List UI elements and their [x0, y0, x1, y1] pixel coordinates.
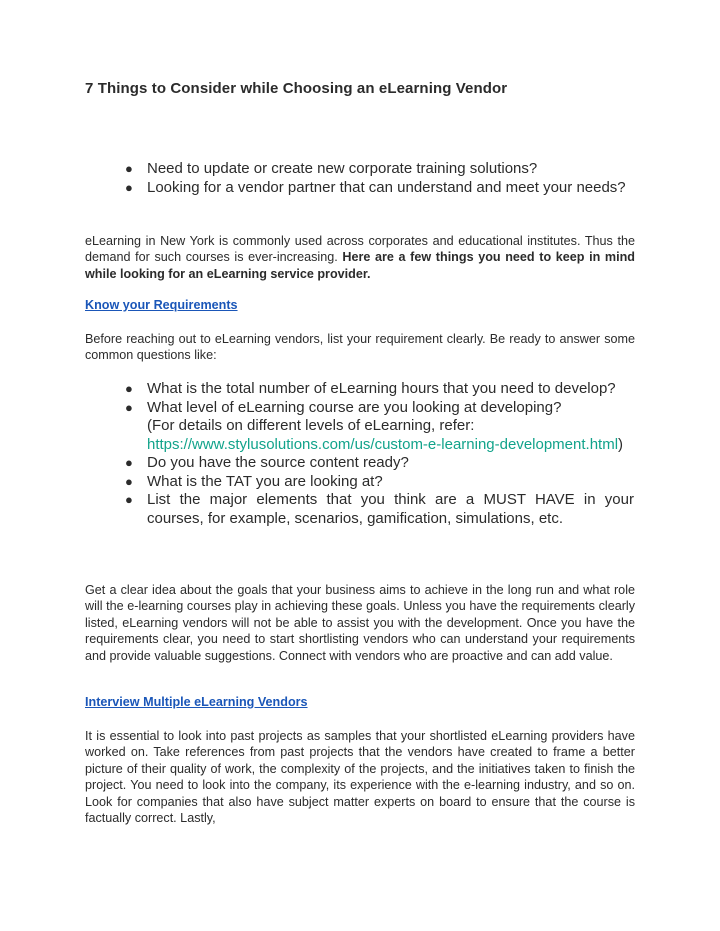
bullet-icon: ●: [125, 399, 133, 415]
section-heading-know-requirements[interactable]: Know your Requirements: [85, 298, 238, 312]
section-heading-interview-vendors[interactable]: Interview Multiple eLearning Vendors: [85, 695, 308, 709]
bullet-icon: ●: [125, 161, 133, 176]
details-url-link[interactable]: https://www.stylusolutions.com/us/custom-e-learning-development.html: [147, 435, 619, 453]
bullet-icon: ●: [125, 492, 133, 507]
list-item: [125, 380, 634, 399]
bullet-icon: ●: [125, 381, 133, 396]
list-item: [125, 454, 634, 473]
details-prefix-text: (For details on different levels of eLearning, refer:: [147, 417, 475, 434]
list-item-text: List the major elements that you think are a MUST HAVE in your courses, for example, scenarios, gamification, simulations, etc.: [147, 491, 634, 527]
bullet-icon: ●: [125, 473, 133, 489]
list-item-text: What level of eLearning course are you looking at developing?: [147, 398, 562, 416]
list-item: [125, 179, 634, 198]
requirements-closing-paragraph: Get a clear idea about the goals that your business aims to achieve in the long run and what role will the e-learning courses play in achieving these goals. Unless you have the requirements clearly listed, eLearning vendors will not be able to assist you with the development. Once you have the requirements clear, you need to start shortlisting vendors who can understand your requirements and provide valuable suggestions. Connect with vendors who are proactive and can add value.: [85, 583, 635, 663]
list-item-text: What is the TAT you are looking at?: [147, 472, 383, 490]
intro-paragraph-text: eLearning in New York is commonly used across corporates and educational institutes. Thus the demand for such courses is ever-increasing.: [85, 234, 635, 265]
list-item-text: Need to update or create new corporate training solutions?: [147, 160, 538, 177]
page-title: 7 Things to Consider while Choosing an eLearning Vendor: [85, 80, 508, 97]
details-suffix-text: ): [618, 435, 624, 453]
intro-bullet-list: [125, 160, 634, 197]
bullet-icon: ●: [125, 455, 133, 470]
requirements-intro-paragraph: Before reaching out to eLearning vendors, list your requirement clearly. Be ready to answer some common questions like:: [85, 332, 635, 363]
bullet-icon: ●: [125, 179, 133, 195]
interview-paragraph: It is essential to look into past projects as samples that your shortlisted eLearning providers have worked on. Take references from past projects that the vendors have created to frame a better picture of their quality of work, the complexity of the projects, and the initiatives taken to finish the project. You need to look into the company, its experience with the e-learning industry, and so on. Look for companies that also have subject matter experts on board to ensure that the course is factually correct. Lastly,: [85, 729, 635, 826]
list-item: [125, 160, 634, 179]
intro-paragraph: [85, 233, 635, 282]
list-item: [125, 399, 634, 455]
list-item: [125, 491, 634, 528]
requirements-bullet-list: [125, 380, 634, 528]
list-item-text: Do you have the source content ready?: [147, 454, 409, 471]
list-item-text: What is the total number of eLearning hours that you need to develop?: [147, 380, 616, 397]
list-item-text: Looking for a vendor partner that can understand and meet your needs?: [147, 178, 626, 196]
list-item: [125, 473, 634, 492]
intro-paragraph-bold-text: Here are a few things you need to keep in mind while looking for an eLearning service provider.: [85, 250, 635, 281]
